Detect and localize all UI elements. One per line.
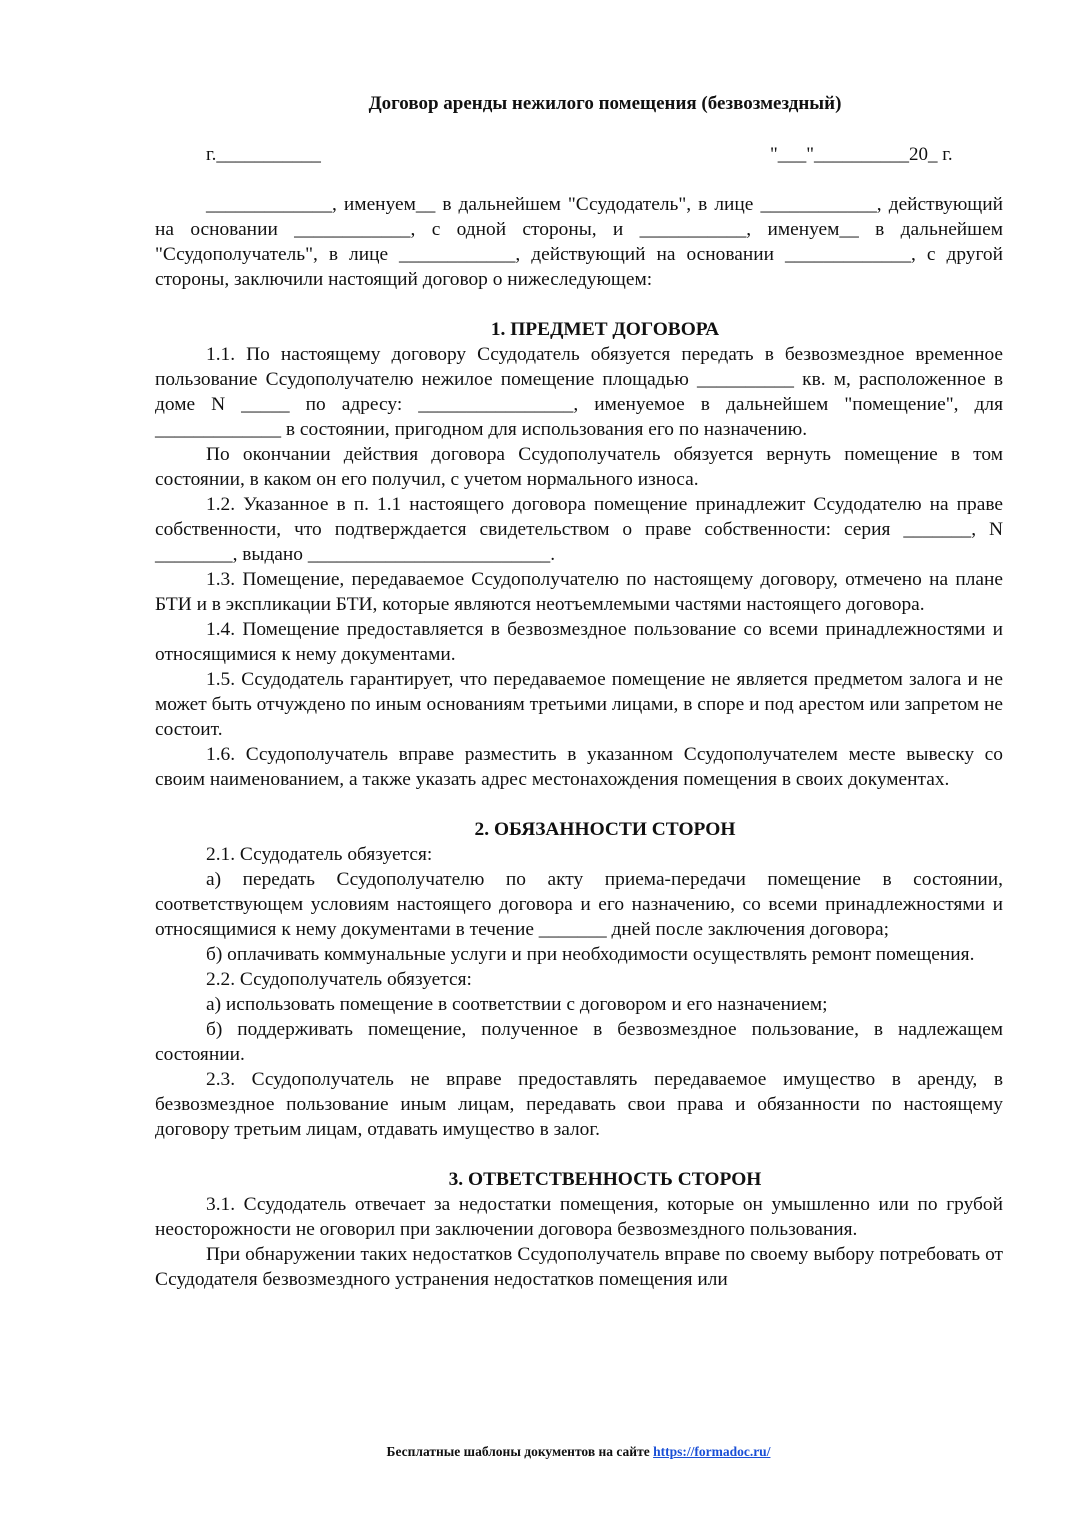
date-field: "___"__________20_ г. [770, 144, 953, 165]
paragraph-2-1-b: б) оплачивать коммунальные услуги и при необходимости осуществлять ремонт помещения. [206, 944, 975, 965]
intro-paragraph: _____________, именуем__ в дальнейшем "Ссудодатель", в лице ____________, действующий на основании ____________, с одной стороны, и ___________, именуем__ в дальнейшем "Ссудополучатель", в лице ____________, действующий на основании _____________, с другой стороны, заключили настоящий договор о нижеследующем: [155, 194, 1003, 290]
document-body [155, 192, 1003, 1292]
footer-note [0, 1444, 1080, 1460]
paragraph-1-5: 1.5. Ссудодатель гарантирует, что передаваемое помещение не является предметом залога и не может быть отчуждено по иным основаниям третьими лицами, в споре и под арестом или запретом не состоит. [155, 669, 1003, 740]
paragraph-2-1-a: а) передать Ссудополучателю по акту приема-передачи помещение в состоянии, соответствующем условиям настоящего договора и его назначению, со всеми принадлежностями и относящимися к нему документами в течение _______ дней после заключения договора; [155, 869, 1003, 940]
section-heading-liability: 3. ОТВЕТСТВЕННОСТЬ СТОРОН [448, 1169, 762, 1190]
paragraph-1-1-return: По окончании действия договора Ссудополучатель обязуется вернуть помещение в том состоянии, в каком он его получил, с учетом нормального износа. [155, 444, 1003, 490]
place-field: г.___________ [206, 144, 321, 165]
paragraph-2-3: 2.3. Ссудополучатель не вправе предоставлять передаваемое имущество в аренду, в безвозмездное пользование иным лицам, передавать свои права и обязанности по настоящему договору третьим лицам, отдавать имущество в залог. [155, 1069, 1003, 1140]
paragraph-2-2-b: б) поддерживать помещение, полученное в безвозмездное пользование, в надлежащем состоянии. [155, 1019, 1003, 1065]
paragraph-3-1: 3.1. Ссудодатель отвечает за недостатки помещения, которые он умышленно или по грубой неосторожности не оговорил при заключении договора безвозмездного пользования. [155, 1194, 1003, 1240]
paragraph-1-4: 1.4. Помещение предоставляется в безвозмездное пользование со всеми принадлежностями и относящимися к нему документами. [155, 619, 1003, 665]
section-heading-obligations: 2. ОБЯЗАННОСТИ СТОРОН [474, 819, 736, 840]
paragraph-1-2: 1.2. Указанное в п. 1.1 настоящего договора помещение принадлежит Ссудодателю на праве собственности, что подтверждается свидетельством о праве собственности: серия _______, N ________, выдано _________________________. [155, 494, 1003, 565]
paragraph-1-1: 1.1. По настоящему договору Ссудодатель обязуется передать в безвозмездное временное пользование Ссудополучателю нежилое помещение площадью __________ кв. м, расположенное в доме N _____ по адресу: ________________, именуемое в дальнейшем "помещение", для _____________ в состоянии, пригодном для использования его по назначению. [155, 344, 1003, 440]
footer-link[interactable]: https://formadoc.ru/ [653, 1444, 771, 1459]
paragraph-1-6: 1.6. Ссудополучатель вправе разместить в указанном Ссудополучателем месте вывеску со своим наименованием, а также указать адрес местонахождения помещения в своих документах. [155, 744, 1003, 790]
footer-text: Бесплатные шаблоны документов на сайте [386, 1444, 654, 1459]
document-title: Договор аренды нежилого помещения (безвозмездный) [368, 93, 842, 114]
paragraph-2-1: 2.1. Ссудодатель обязуется: [206, 844, 433, 865]
paragraph-1-3: 1.3. Помещение, передаваемое Ссудополучателю по настоящему договору, отмечено на плане БТИ и в экспликации БТИ, которые являются неотъемлемыми частями настоящего договора. [155, 569, 1003, 615]
paragraph-2-2: 2.2. Ссудополучатель обязуется: [206, 969, 472, 990]
section-heading-subject: 1. ПРЕДМЕТ ДОГОВОРА [490, 319, 720, 340]
paragraph-3-1-defects: При обнаружении таких недостатков Ссудополучатель вправе по своему выбору потребовать от Ссудодателя безвозмездного устранения недостатков помещения или [155, 1244, 1003, 1290]
paragraph-2-2-a: а) использовать помещение в соответствии с договором и его назначением; [206, 994, 828, 1015]
